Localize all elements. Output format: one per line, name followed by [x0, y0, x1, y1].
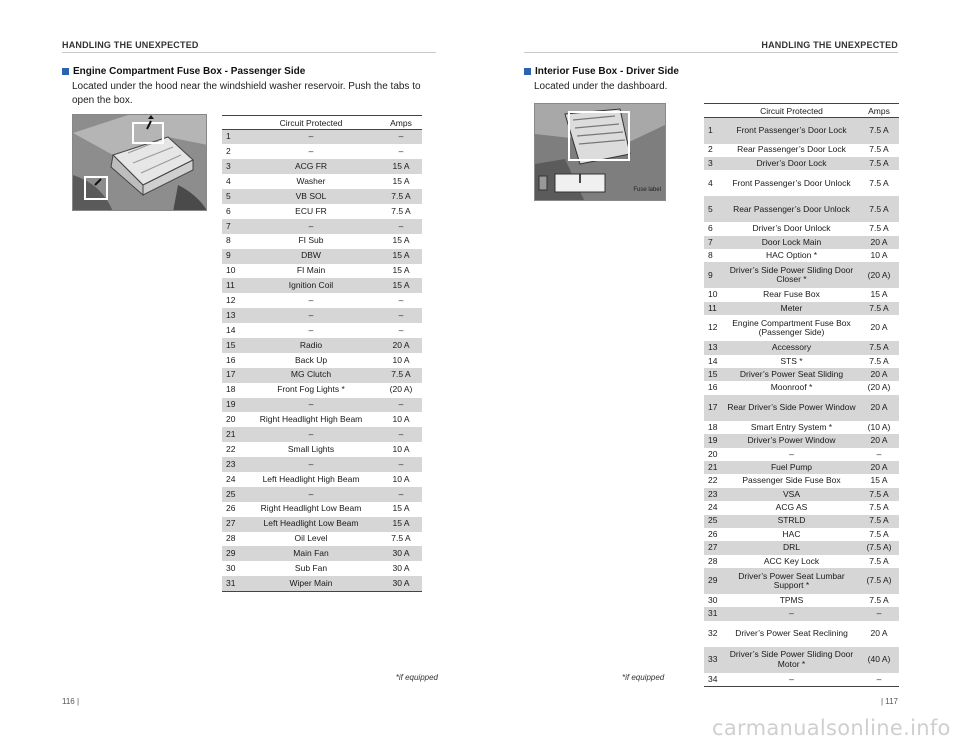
circuit-cell: TPMS [779, 595, 804, 606]
amps-cell: 15 A [392, 503, 410, 514]
section-description: Located under the dashboard. [534, 81, 668, 92]
table-row [704, 434, 899, 447]
table-row [222, 398, 422, 413]
fuse-number-cell: 2 [226, 146, 231, 157]
table-row [704, 355, 899, 368]
interior-fuse-rows [704, 118, 899, 687]
fuse-number-cell: 23 [222, 457, 242, 472]
fuse-number-cell: 17 [704, 395, 724, 421]
fuse-number-cell: 7 [704, 236, 724, 249]
table-row [704, 461, 899, 474]
fuse-number-cell: 15 [222, 338, 242, 353]
circuit-cell: – [724, 607, 859, 620]
circuit-cell: HAC Option * [765, 250, 818, 260]
table-row [704, 302, 899, 315]
circuit-cell: Radio [242, 338, 380, 353]
amps-cell: 15 A [392, 235, 410, 246]
circuit-cell: Rear Passenger’s Door Lock [737, 144, 846, 155]
running-header: HANDLING THE UNEXPECTED [761, 40, 898, 50]
fuse-number-cell: 23 [704, 488, 724, 501]
fuse-number-cell: 10 [708, 289, 718, 300]
interior-fuse-table [704, 103, 899, 687]
table-row [704, 368, 899, 381]
amps-cell: 7.5 A [869, 355, 889, 366]
amps-cell: (20 A) [867, 382, 891, 393]
table-row [222, 383, 422, 398]
table-row [704, 647, 899, 673]
circuit-cell: Front Passenger’s Door Lock [724, 118, 859, 144]
fuse-number-cell: 4 [708, 177, 713, 188]
fuse-number-cell: 18 [226, 384, 236, 395]
amps-cell: 7.5 A [869, 528, 889, 539]
table-row [704, 528, 899, 541]
amps-cell: (7.5 A) [859, 541, 899, 554]
square-bullet-icon [62, 68, 69, 75]
table-row [222, 517, 422, 532]
table-row [704, 515, 899, 528]
table-row [222, 249, 422, 264]
table-row [704, 568, 899, 594]
fuse-number-cell: 22 [708, 475, 718, 486]
table-header-row [222, 116, 422, 130]
section-title [524, 66, 679, 77]
fuse-number-cell: 25 [704, 515, 724, 528]
table-row [222, 472, 422, 487]
table-row [222, 278, 422, 293]
circuit-cell: Driver’s Side Power Sliding Door Motor * [724, 647, 859, 673]
fuse-number-cell: 24 [226, 473, 236, 484]
fuse-number-cell: 33 [704, 647, 724, 673]
circuit-cell: FI Sub [298, 235, 324, 246]
circuit-cell: ECU FR [295, 205, 327, 216]
circuit-cell: Rear Fuse Box [763, 289, 820, 300]
table-row [222, 189, 422, 204]
fuse-number-cell: 28 [708, 555, 718, 566]
amps-cell: – [380, 308, 422, 323]
table-row [704, 236, 899, 249]
engine-fuse-table [222, 115, 422, 592]
amps-cell: 15 A [380, 278, 422, 293]
table-row [704, 288, 899, 301]
circuit-cell: HAC [782, 528, 801, 539]
amps-cell: 30 A [392, 563, 410, 574]
amps-cell: (7.5 A) [859, 568, 899, 594]
fuse-number-cell: 3 [222, 159, 242, 174]
circuit-cell: – [724, 673, 859, 686]
amps-cell: – [876, 448, 882, 459]
circuit-cell: Right Headlight Low Beam [260, 503, 362, 514]
amps-cell: – [398, 146, 404, 157]
circuit-cell: Wiper Main [242, 576, 380, 591]
amps-cell: – [859, 607, 899, 620]
circuit-cell: MG Clutch [242, 368, 380, 383]
circuit-cell: – [242, 308, 380, 323]
circuit-cell: DBW [242, 249, 380, 264]
amps-cell: 30 A [380, 546, 422, 561]
fuse-number-cell: 11 [704, 302, 724, 315]
circuit-cell: Front Fog Lights * [277, 384, 345, 395]
amps-cell: 7.5 A [859, 488, 899, 501]
fuse-number-cell: 18 [708, 421, 718, 432]
amps-cell: – [380, 427, 422, 442]
circuit-cell: Left Headlight High Beam [262, 473, 360, 484]
circuit-cell: Ignition Coil [242, 278, 380, 293]
fuse-number-cell: 28 [226, 533, 236, 544]
fuse-number-cell: 21 [704, 461, 724, 474]
amps-cell: 20 A [859, 434, 899, 447]
circuit-cell: Fuel Pump [724, 461, 859, 474]
fuse-number-cell: 24 [708, 502, 718, 513]
table-row [222, 234, 422, 249]
fuse-number-cell: 8 [708, 250, 713, 260]
circuit-cell: ACG AS [775, 502, 808, 513]
table-row [704, 421, 899, 434]
table-row [704, 196, 899, 222]
fuse-number-cell: 6 [708, 223, 713, 234]
circuit-cell: ACC Key Lock [763, 555, 820, 566]
circuit-cell: – [789, 448, 794, 459]
footnote: *if equipped [622, 673, 665, 682]
table-row [704, 341, 899, 354]
fuse-number-cell: 8 [226, 235, 231, 246]
fuse-number-cell: 13 [222, 308, 242, 323]
fuse-number-cell: 29 [704, 568, 724, 594]
amps-cell: 7.5 A [869, 144, 889, 155]
fuse-number-cell: 16 [226, 354, 236, 365]
circuit-cell: VB SOL [242, 189, 380, 204]
fuse-number-cell: 5 [222, 189, 242, 204]
table-row [704, 170, 899, 196]
table-row [222, 130, 422, 145]
section-title [62, 66, 305, 77]
fuse-number-cell: 27 [704, 541, 724, 554]
circuit-cell: Driver’s Door Unlock [752, 223, 831, 234]
table-row [222, 159, 422, 174]
amps-cell: 15 A [870, 289, 888, 300]
fuse-number-cell: 3 [704, 157, 724, 170]
fuse-number-cell: 14 [708, 355, 718, 366]
circuit-cell: Door Lock Main [724, 236, 859, 249]
table-row [704, 262, 899, 288]
table-row [222, 487, 422, 502]
amps-cell: 15 A [870, 475, 888, 486]
circuit-cell: VSA [724, 488, 859, 501]
amps-cell: 10 A [392, 473, 410, 484]
fuse-number-cell: 22 [226, 443, 236, 454]
fuse-number-cell: 11 [222, 278, 242, 293]
amps-cell: 7.5 A [859, 157, 899, 170]
circuit-cell: Driver’s Power Seat Lumbar Support * [724, 568, 859, 594]
section-description: Located under the hood near the windshield washer reservoir. Push the tabs to open the box. [72, 81, 421, 106]
table-row [704, 395, 899, 421]
circuit-cell: Rear Driver’s Side Power Window [724, 395, 859, 421]
fuse-number-cell: 25 [222, 487, 242, 502]
fuse-number-cell: 1 [704, 118, 724, 144]
table-row [704, 501, 899, 514]
table-row [222, 293, 422, 308]
amps-column-header: Amps [380, 116, 422, 130]
amps-cell: 7.5 A [869, 595, 889, 606]
circuit-cell: – [242, 130, 380, 145]
fuse-number-cell: 21 [222, 427, 242, 442]
fuse-number-cell: 31 [222, 576, 242, 591]
amps-cell: 30 A [380, 576, 422, 591]
amps-cell: 7.5 A [380, 189, 422, 204]
table-row [222, 174, 422, 189]
amps-cell: 20 A [380, 338, 422, 353]
amps-cell: 7.5 A [391, 533, 411, 544]
circuit-cell: Rear Passenger’s Door Unlock [724, 196, 859, 222]
circuit-cell: FI Main [296, 265, 326, 276]
amps-cell: 7.5 A [859, 515, 899, 528]
table-row [704, 249, 899, 262]
fuse-number-cell: 26 [226, 503, 236, 514]
circuit-cell: – [308, 294, 314, 305]
table-row [222, 323, 422, 338]
running-header: HANDLING THE UNEXPECTED [62, 40, 199, 50]
fuse-number-cell: 5 [704, 196, 724, 222]
table-row [704, 381, 899, 394]
amps-cell: (40 A) [859, 647, 899, 673]
header-divider [62, 52, 436, 53]
fuse-number-cell: 1 [222, 130, 242, 145]
amps-cell: (10 A) [867, 421, 891, 432]
table-row [704, 621, 899, 647]
page-number: 116 | [62, 697, 80, 706]
amps-cell: 15 A [392, 265, 410, 276]
table-row [222, 412, 422, 427]
circuit-cell: – [308, 324, 314, 335]
amps-cell: (20 A) [389, 384, 413, 395]
fuse-number-cell: 6 [226, 205, 231, 216]
fuse-number-cell: 20 [226, 414, 236, 425]
amps-cell: – [380, 130, 422, 145]
section-title-text: Engine Compartment Fuse Box - Passenger Side [73, 66, 306, 77]
fuse-number-cell: 9 [704, 262, 724, 288]
fuse-number-cell: 31 [704, 607, 724, 620]
circuit-cell: Small Lights [287, 443, 335, 454]
fuse-number-cell: 32 [708, 628, 718, 639]
fuse-number-cell: 30 [708, 595, 718, 606]
page-number: | 117 [880, 697, 898, 706]
circuit-cell: ACG FR [242, 159, 380, 174]
circuit-column-header: Circuit Protected [724, 104, 859, 118]
table-row [704, 673, 899, 686]
circuit-cell: Sub Fan [294, 563, 328, 574]
fuse-number-cell: 10 [226, 265, 236, 276]
table-row [222, 532, 422, 547]
table-row [222, 368, 422, 383]
table-row [222, 219, 422, 234]
table-row [222, 457, 422, 472]
fuse-number-cell: 4 [226, 175, 231, 186]
circuit-cell: Front Passenger’s Door Unlock [732, 177, 851, 188]
square-bullet-icon [524, 68, 531, 75]
circuit-cell: Driver’s Side Power Sliding Door Closer * [724, 262, 859, 288]
fuse-number-cell: 17 [222, 368, 242, 383]
table-row [222, 144, 422, 159]
fuse-number-cell: 30 [226, 563, 236, 574]
amps-cell: 10 A [392, 354, 410, 365]
watermark: carmanualsonline.info [712, 716, 951, 740]
table-row [222, 427, 422, 442]
circuit-cell: STRLD [724, 515, 859, 528]
amps-cell: 7.5 A [859, 196, 899, 222]
circuit-cell: Accessory [724, 341, 859, 354]
engine-bay-illustration [73, 115, 207, 211]
amps-cell: 10 A [392, 443, 410, 454]
circuit-cell: Oil Level [294, 533, 328, 544]
amps-cell: 15 A [392, 175, 410, 186]
table-row [222, 308, 422, 323]
fuse-number-cell: 12 [226, 294, 236, 305]
circuit-cell: Smart Entry System * [750, 421, 833, 432]
fuse-number-cell: 12 [708, 322, 718, 333]
circuit-cell: – [308, 146, 314, 157]
amps-cell: 7.5 A [859, 118, 899, 144]
amps-cell: 20 A [859, 236, 899, 249]
engine-fuse-rows [222, 130, 422, 592]
table-row [222, 502, 422, 517]
circuit-cell: Engine Compartment Fuse Box (Passenger Side) [732, 317, 851, 338]
table-row [704, 555, 899, 568]
amps-cell: – [859, 673, 899, 686]
table-row [704, 157, 899, 170]
fuse-number-cell: 27 [222, 517, 242, 532]
amps-cell: 7.5 A [869, 555, 889, 566]
table-header-row [704, 104, 899, 118]
amps-cell: 20 A [870, 322, 888, 333]
fuse-number-cell: 15 [704, 368, 724, 381]
amps-cell: – [380, 219, 422, 234]
amps-cell: 10 A [870, 250, 888, 260]
circuit-cell: – [242, 219, 380, 234]
circuit-cell: DRL [724, 541, 859, 554]
circuit-cell: Passenger Side Fuse Box [742, 475, 841, 486]
amps-cell: – [380, 457, 422, 472]
circuit-cell: Main Fan [242, 546, 380, 561]
fuse-number-cell: 34 [704, 673, 724, 686]
table-row [704, 222, 899, 235]
header-divider [524, 52, 898, 53]
table-row [704, 488, 899, 501]
section-title-text: Interior Fuse Box - Driver Side [535, 66, 679, 77]
circuit-cell: Meter [724, 302, 859, 315]
circuit-cell: Driver’s Power Window [724, 434, 859, 447]
fuse-label-caption: Fuse label [633, 187, 661, 193]
amps-cell: 20 A [859, 368, 899, 381]
amps-cell: 7.5 A [391, 205, 411, 216]
table-row [222, 264, 422, 279]
right-page [480, 0, 960, 750]
table-row [704, 541, 899, 554]
table-row [704, 315, 899, 341]
table-row [222, 546, 422, 561]
circuit-cell: Driver’s Power Seat Sliding [724, 368, 859, 381]
footnote: *if equipped [395, 673, 438, 682]
amps-cell: – [398, 294, 404, 305]
circuit-cell: STS * [780, 355, 803, 366]
amps-cell: – [398, 324, 404, 335]
circuit-cell: Washer [296, 175, 326, 186]
table-row [222, 442, 422, 457]
amps-cell: 15 A [380, 517, 422, 532]
table-row [222, 353, 422, 368]
number-column-header [222, 116, 242, 130]
table-row [704, 607, 899, 620]
fuse-number-cell: 19 [704, 434, 724, 447]
circuit-column-header: Circuit Protected [242, 116, 380, 130]
circuit-cell: Right Headlight High Beam [259, 414, 363, 425]
circuit-cell: Left Headlight Low Beam [242, 517, 380, 532]
amps-cell: 10 A [392, 414, 410, 425]
circuit-cell: Driver’s Door Lock [724, 157, 859, 170]
fuse-number-cell: 2 [708, 144, 713, 155]
table-row [704, 474, 899, 487]
fuse-number-cell: 19 [222, 398, 242, 413]
amps-cell: (20 A) [859, 262, 899, 288]
amps-cell: 7.5 A [869, 177, 889, 188]
table-row [704, 118, 899, 144]
table-row [704, 594, 899, 607]
fuse-number-cell: 14 [226, 324, 236, 335]
amps-cell: – [380, 398, 422, 413]
fuse-number-cell: 29 [222, 546, 242, 561]
amps-cell: 20 A [859, 461, 899, 474]
fuse-number-cell: 16 [708, 382, 718, 393]
amps-cell: 20 A [859, 395, 899, 421]
circuit-cell: – [242, 457, 380, 472]
amps-cell: 7.5 A [380, 368, 422, 383]
amps-cell: 7.5 A [859, 302, 899, 315]
amps-cell: – [380, 487, 422, 502]
amps-cell: 7.5 A [859, 341, 899, 354]
table-row [704, 448, 899, 461]
table-row [704, 144, 899, 157]
fuse-number-cell: 13 [704, 341, 724, 354]
amps-cell: 15 A [380, 249, 422, 264]
amps-cell: 20 A [870, 628, 888, 639]
circuit-cell: Back Up [294, 354, 328, 365]
amps-column-header: Amps [859, 104, 899, 118]
table-row [222, 561, 422, 576]
fuse-number-cell: 9 [222, 249, 242, 264]
amps-cell: 7.5 A [869, 502, 889, 513]
amps-cell: 15 A [380, 159, 422, 174]
amps-cell: 7.5 A [869, 223, 889, 234]
fuse-number-cell: 7 [222, 219, 242, 234]
fuse-number-cell: 26 [708, 528, 718, 539]
interior-fuse-box-photo [534, 103, 666, 201]
circuit-cell: – [242, 487, 380, 502]
engine-fuse-box-photo [72, 114, 207, 211]
circuit-cell: – [242, 427, 380, 442]
table-row [222, 204, 422, 219]
table-row [222, 576, 422, 591]
table-row [222, 338, 422, 353]
circuit-cell: Moonroof * [770, 382, 813, 393]
circuit-cell: Driver’s Power Seat Reclining [735, 628, 848, 639]
number-column-header [704, 104, 724, 118]
fuse-number-cell: 20 [708, 448, 718, 459]
circuit-cell: – [242, 398, 380, 413]
